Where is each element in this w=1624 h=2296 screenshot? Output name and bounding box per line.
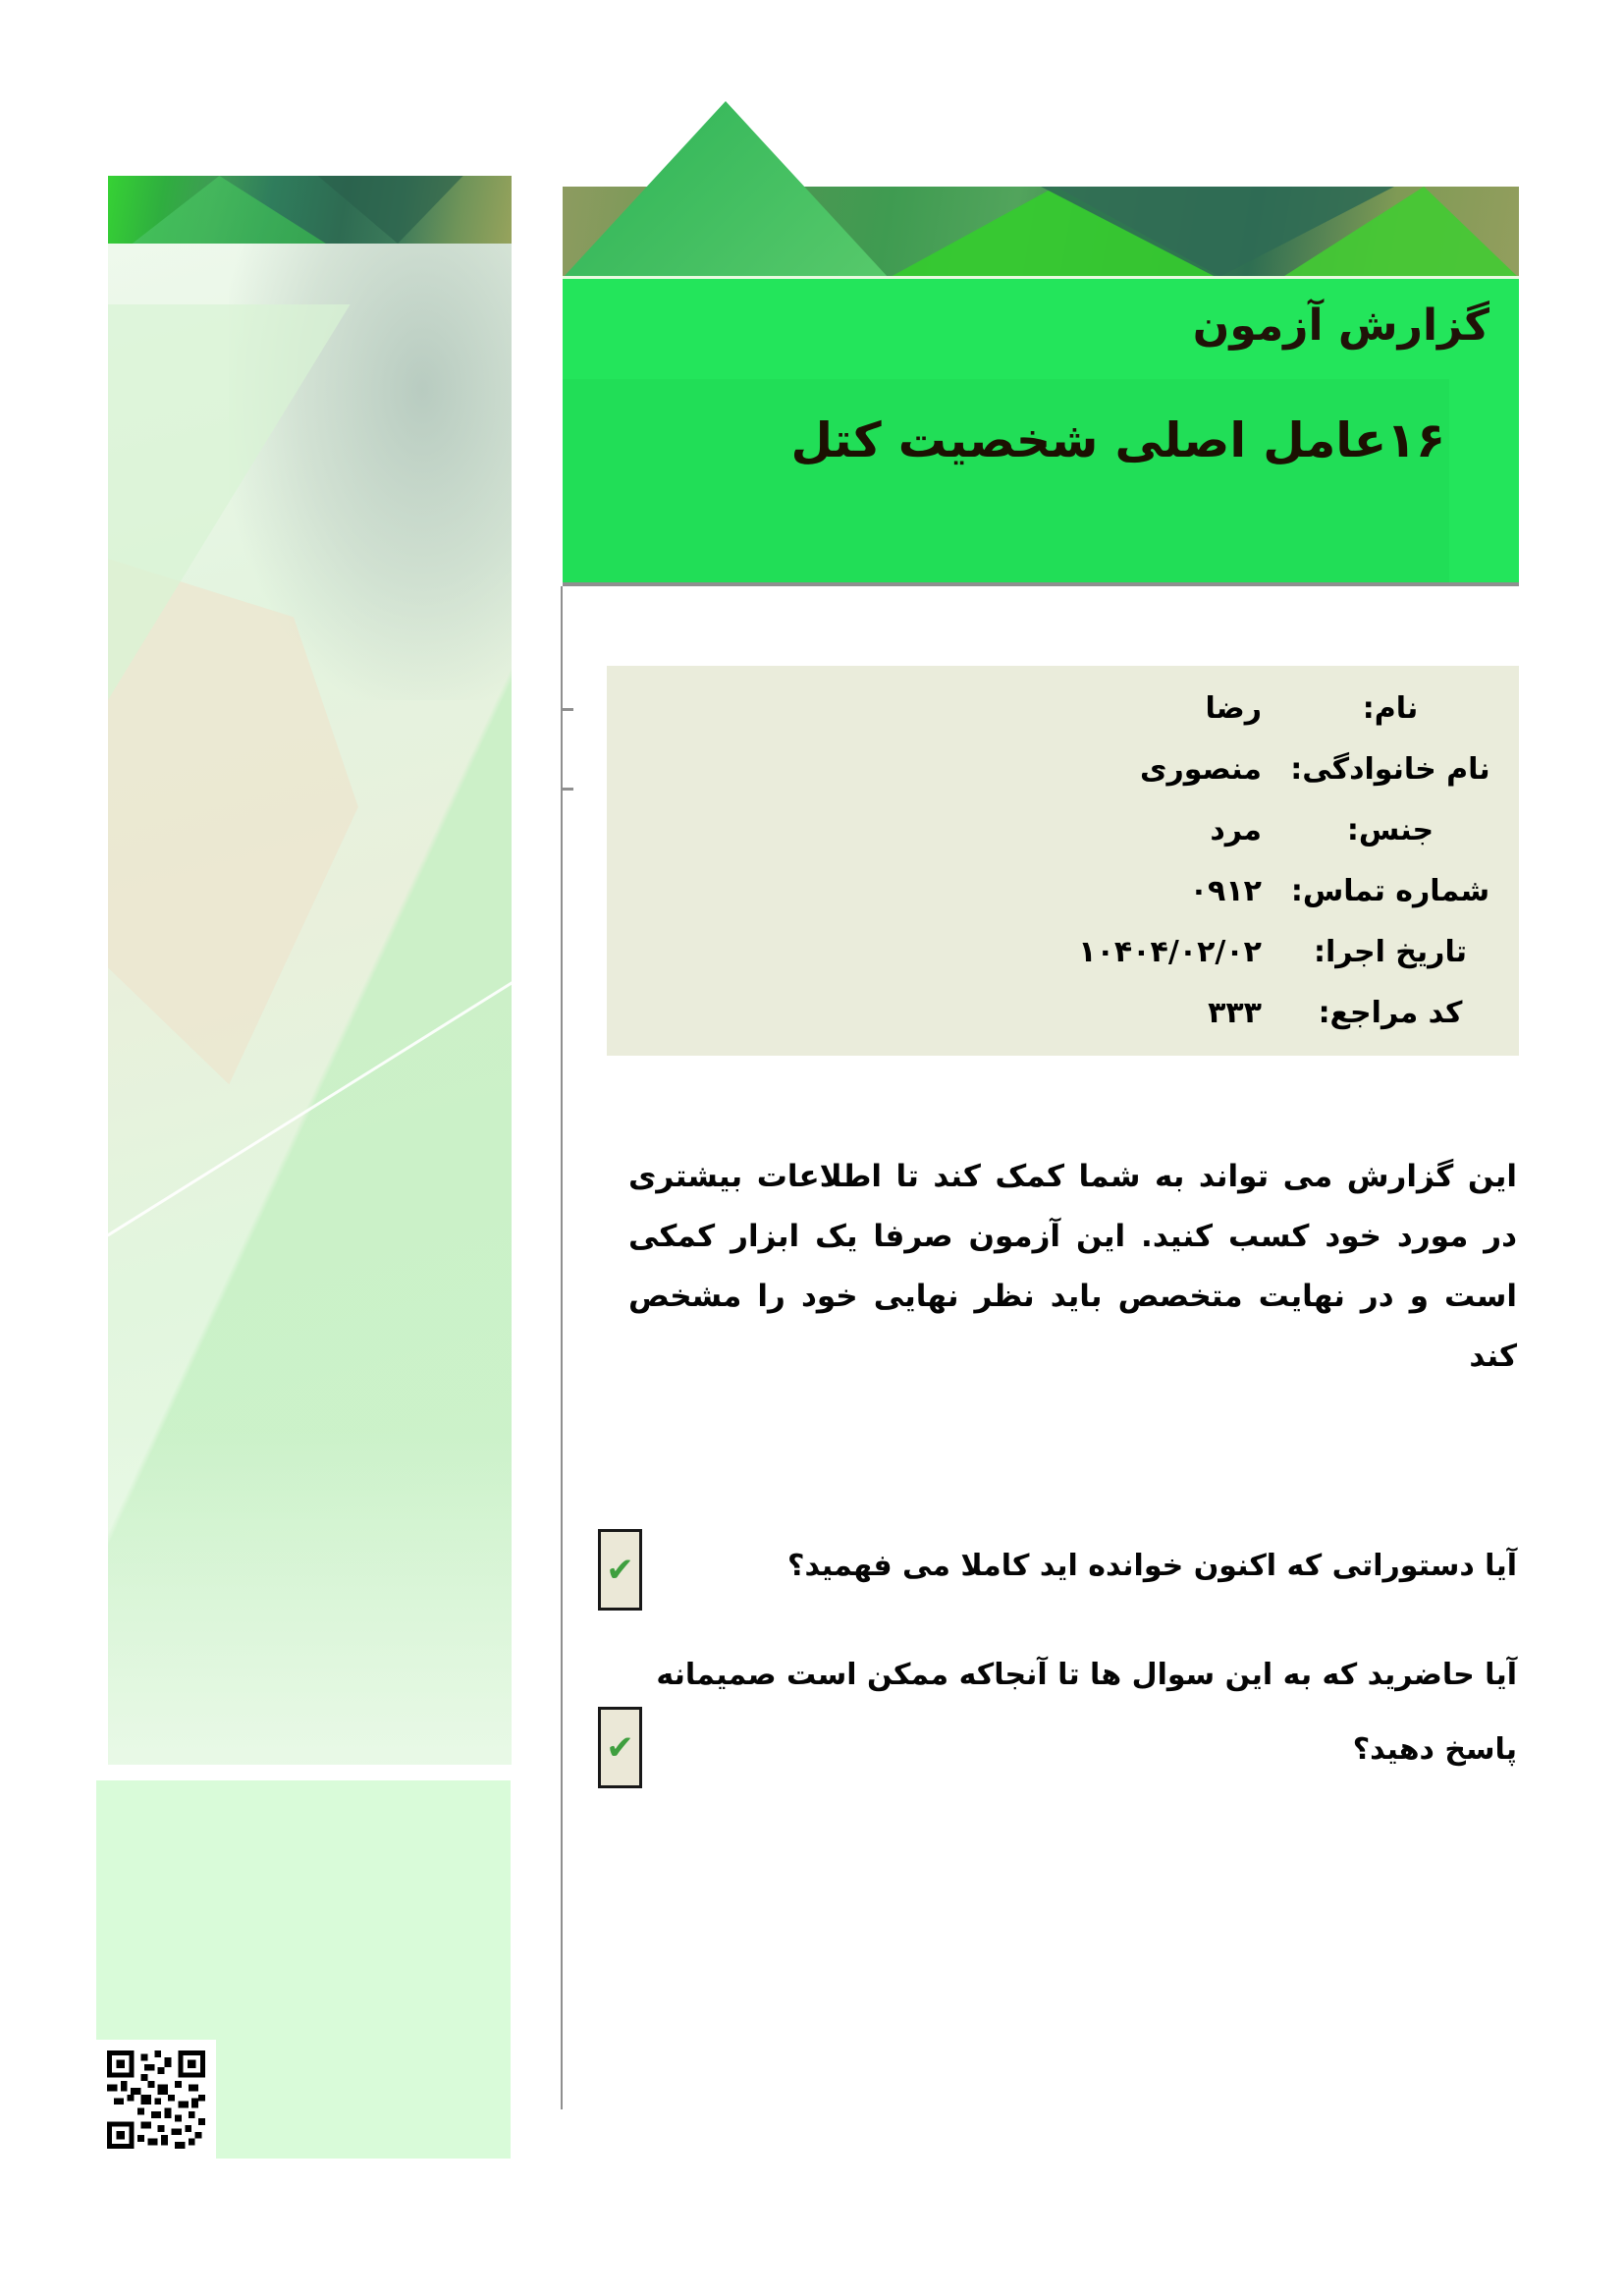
info-row-phone (607, 861, 1519, 922)
info-value: ۰۹۱۲ (1189, 874, 1262, 908)
intro-paragraph: این گزارش می تواند به شما کمک کند تا اطلاعات بیشتری در مورد خود کسب کنید. این آزمون صرفا یک ابزار کمکی است و در نهایت متخصص باید نظر نهایی خود را مشخص کند (628, 1159, 1517, 1374)
info-value: منصوری (1140, 752, 1262, 787)
left-banner-dark-triangle (318, 176, 463, 244)
question-2-text: آیا حاضرید که به این سوال ها تا آنجاکه ممکن است صمیمانه پاسخ دهید؟ (656, 1658, 1517, 1767)
info-label: نام خانوادگی: (1290, 752, 1490, 787)
info-row-name (607, 679, 1519, 739)
report-header (563, 279, 1519, 586)
info-row-ref-code (607, 983, 1519, 1044)
checkmark-icon: ✔ (606, 1727, 634, 1768)
qr-code-icon (107, 2050, 205, 2149)
question-2-checkbox[interactable] (598, 1707, 642, 1788)
info-label: جنس: (1346, 813, 1435, 847)
info-label: نام: (1362, 691, 1419, 726)
margin-rule (561, 586, 563, 2109)
info-label: شماره تماس: (1290, 874, 1490, 908)
info-label: کد مراجع: (1318, 996, 1463, 1030)
info-value: رضا (1205, 691, 1262, 726)
personal-info-box (607, 666, 1519, 1056)
margin-tick (561, 708, 573, 711)
report-subtitle: ۱۶عامل اصلی شخصیت کتل (790, 412, 1445, 468)
margin-tick (561, 788, 573, 791)
question-1-text: آیا دستوراتی که اکنون خوانده اید کاملا می فهمید؟ (787, 1549, 1517, 1583)
info-value: ۱۰۴۰۴/۰۲/۰۲ (1078, 935, 1262, 969)
info-row-exec-date (607, 922, 1519, 983)
question-1-checkbox[interactable] (598, 1529, 642, 1611)
report-subtitle-panel (563, 379, 1449, 582)
left-banner-triangle (133, 176, 326, 244)
info-label: تاریخ اجرا: (1314, 935, 1467, 969)
info-value: ۳۳۳ (1208, 996, 1262, 1030)
info-row-gender (607, 800, 1519, 861)
checkmark-icon: ✔ (606, 1550, 634, 1590)
info-value: مرد (1210, 813, 1262, 847)
left-texture-fade (108, 1430, 512, 1765)
left-banner-image (108, 176, 512, 244)
report-title: گزارش آزمون (1192, 301, 1489, 351)
left-watermark-texture (108, 244, 512, 1765)
info-row-lastname (607, 739, 1519, 800)
